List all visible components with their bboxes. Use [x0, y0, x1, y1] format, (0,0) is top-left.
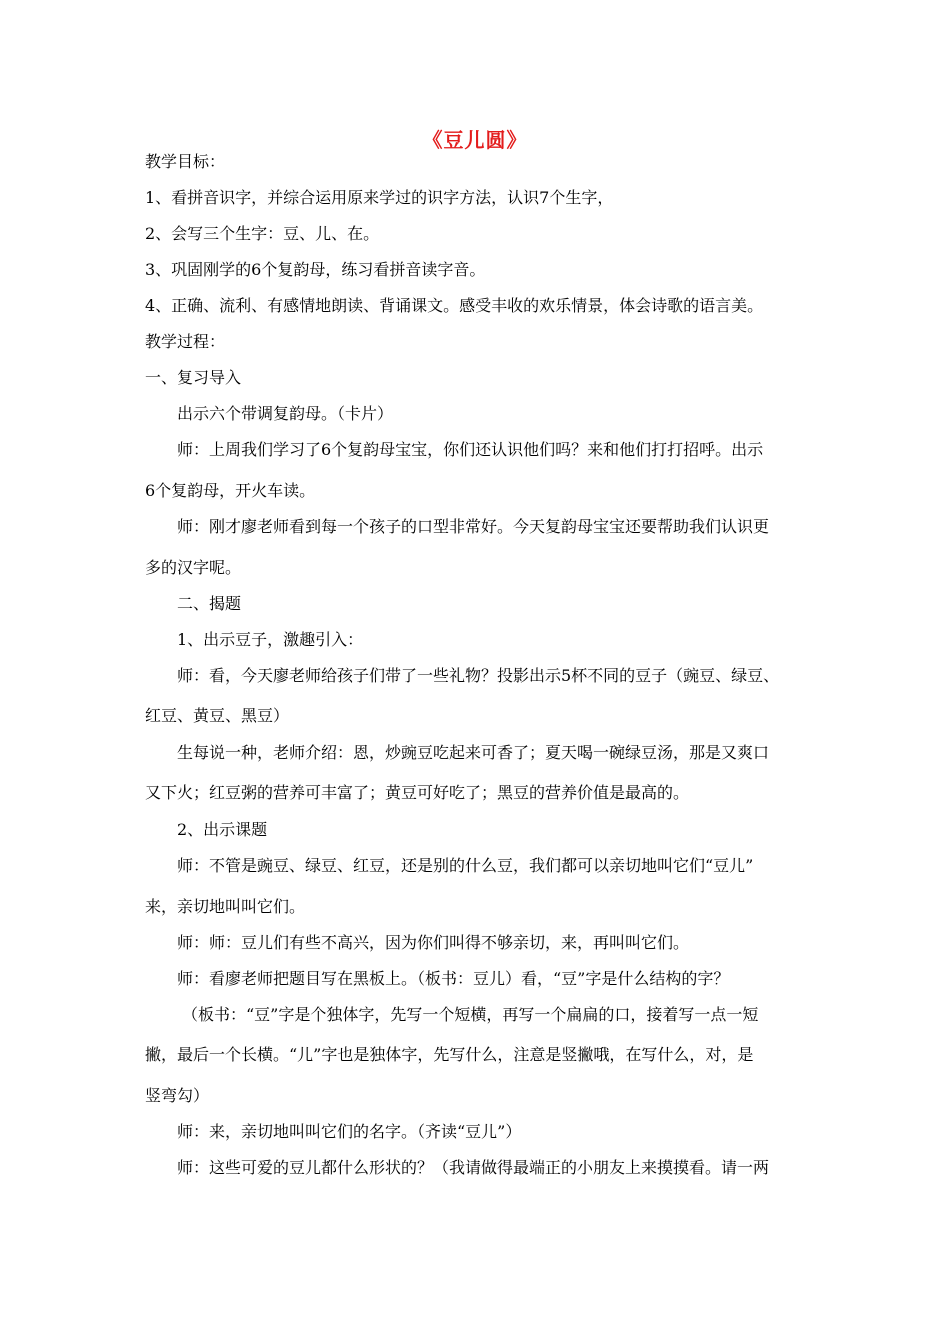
text-line: 来，亲切地叫叫它们。: [145, 897, 306, 916]
text-line: 6个复韵母，开火车读。: [145, 481, 316, 500]
text-line: （板书：“豆”字是个独体字，先写一个短横，再写一个扁扁的口，接着写一点一短: [182, 1005, 759, 1024]
text-line: 师：师：豆儿们有些不高兴，因为你们叫得不够亲切，来，再叫叫它们。: [177, 933, 690, 952]
text-line: 师：刚才廖老师看到每一个孩子的口型非常好。今天复韵母宝宝还要帮助我们认识更: [177, 517, 770, 536]
text-line: 二、揭题: [177, 594, 242, 613]
document-title: 《豆儿圆》: [422, 128, 528, 152]
text-line: 一、复习导入: [145, 368, 242, 387]
text-line: 又下火；红豆粥的营养可丰富了；黄豆可好吃了；黑豆的营养价值是最高的。: [145, 783, 690, 802]
text-line: 师：这些可爱的豆儿都什么形状的？（我请做得最端正的小朋友上来摸摸看。请一两: [177, 1158, 770, 1177]
text-line: 红豆、黄豆、黑豆）: [145, 706, 290, 725]
text-line: 师：上周我们学习了6个复韵母宝宝，你们还认识他们吗？来和他们打打招呼。出示: [177, 440, 764, 459]
text-line: 师：来，亲切地叫叫它们的名字。（齐读“豆儿”）: [177, 1122, 522, 1141]
text-line: 1、出示豆子，激趣引入：: [177, 630, 364, 649]
text-line: 2、会写三个生字：豆、儿、在。: [145, 224, 380, 243]
text-line: 撇，最后一个长横。“儿”字也是独体字，先写什么，注意是竖撇哦，在写什么，对，是: [145, 1045, 754, 1064]
text-line: 生每说一种，老师介绍：恩，炒豌豆吃起来可香了；夏天喝一碗绿豆汤，那是又爽口: [177, 743, 770, 762]
text-line: 教学目标：: [145, 152, 226, 171]
text-line: 师：看，今天廖老师给孩子们带了一些礼物？投影出示5杯不同的豆子（豌豆、绿豆、: [177, 666, 780, 685]
text-line: 4、正确、流利、有感情地朗读、背诵课文。感受丰收的欢乐情景，体会诗歌的语言美。: [145, 296, 764, 315]
text-line: 1、看拼音识字，并综合运用原来学过的识字方法，认识7个生字，: [145, 188, 614, 207]
text-line: 教学过程：: [145, 332, 226, 351]
text-line: 多的汉字呢。: [145, 558, 242, 577]
text-line: 2、出示课题: [177, 820, 268, 839]
text-line: 师：看廖老师把题目写在黑板上。（板书：豆儿）看，“豆”字是什么结构的字？: [177, 969, 730, 988]
text-line: 3、巩固刚学的6个复韵母，练习看拼音读字音。: [145, 260, 486, 279]
text-line: 师：不管是豌豆、绿豆、红豆，还是别的什么豆，我们都可以亲切地叫它们“豆儿”: [177, 856, 754, 875]
text-line: 出示六个带调复韵母。（卡片）: [177, 404, 394, 423]
text-line: 竖弯勾）: [145, 1086, 210, 1105]
